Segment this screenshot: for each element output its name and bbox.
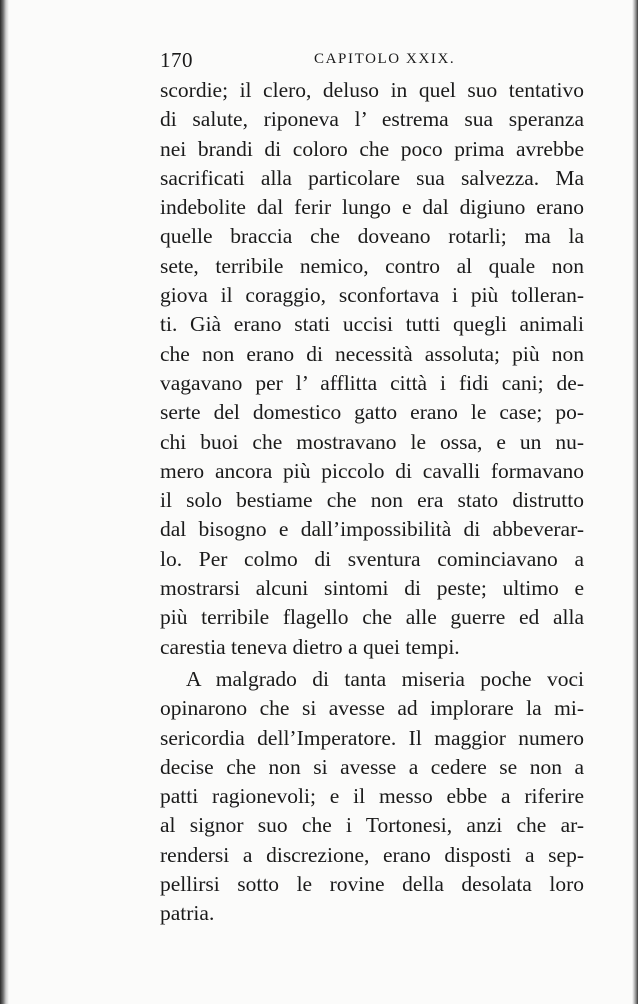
text-line: carestia teneva dietro a quei tempi. [160,634,460,659]
text-line: il solo bestiame che non era stato distrutto [160,488,584,513]
body-text [160,76,584,929]
text-line: sacrificati alla particolare sua salvezza. Ma [160,165,584,190]
text-line: rendersi a discrezione, erano disposti a sep- [160,842,584,867]
text-line: che non erano di necessità assoluta; più non [160,341,584,366]
text-line: ti. Già erano stati uccisi tutti quegli animali [160,312,584,337]
text-line: dal bisogno e dall’impossibilità di abbeverar- [160,517,584,542]
text-line: indebolite dal ferir lungo e dal digiuno erano [160,195,584,220]
page-edge-shadow [632,0,638,1004]
text-line: più terribile flagello che alle guerre ed alla [160,605,584,630]
text-line: chi buoi che mostravano le ossa, e un nu- [160,429,584,454]
text-line: opinarono che si avesse ad implorare la mi- [160,696,584,721]
text-line: sete, terribile nemico, contro al quale non [160,253,584,278]
text-line: mostrarsi alcuni sintomi di peste; ultimo e [160,576,584,601]
text-line: scordie; il clero, deluso in quel suo tentativo [160,78,584,102]
text-line: serte del domestico gatto erano le case; po- [160,400,584,425]
text-line: patria. [160,901,215,926]
chapter-title: CAPITOLO XXIX. [314,51,456,67]
text-line: decise che non si avesse a cedere se non a [160,754,584,779]
paragraph-2 [160,665,584,929]
text-line: di salute, riponeva l’ estrema sua speranza [160,107,584,132]
text-line: sericordia dell’Imperatore. Il maggior numero [160,725,584,750]
paragraph-1 [160,76,584,662]
text-line: vagavano per l’ afflitta città i fidi cani; de- [160,370,584,395]
binding-edge-shadow [0,0,9,1004]
page-number: 170 [160,48,193,72]
text-line: lo. Per colmo di sventura cominciavano a [160,546,584,571]
text-line: patti ragionevoli; e il messo ebbe a riferire [160,784,584,809]
text-line: pellirsi sotto le rovine della desolata loro [160,872,584,897]
running-head [160,48,580,72]
text-line: nei brandi di coloro che poco prima avrebbe [160,136,584,161]
text-line: giova il coraggio, sconfortava i più tolleran- [160,283,584,308]
text-line: al signor suo che i Tortonesi, anzi che ar- [160,813,584,838]
text-line: mero ancora più piccolo di cavalli formavano [160,458,584,483]
text-line: A malgrado di tanta miseria poche voci [186,666,584,691]
text-line: quelle braccia che doveano rotarli; ma la [160,224,584,249]
